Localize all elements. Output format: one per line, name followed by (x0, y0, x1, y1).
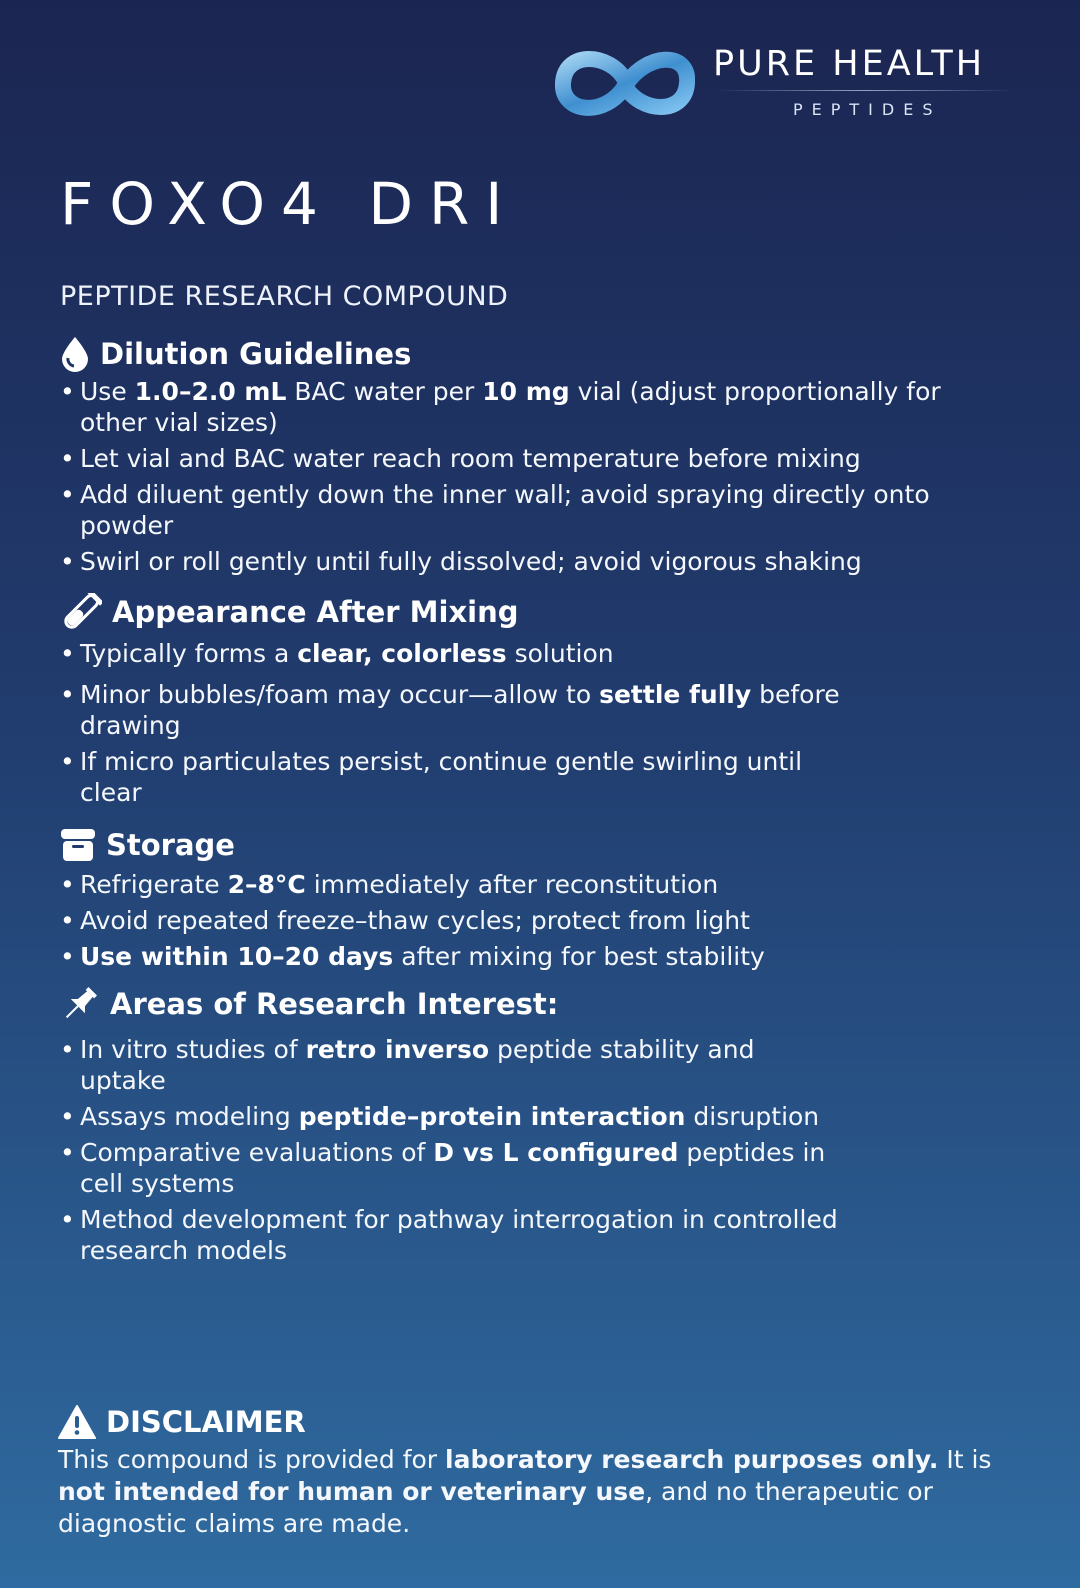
appearance-heading-label: Appearance After Mixing (112, 595, 519, 629)
appearance-heading (60, 592, 860, 632)
product-subtitle: PEPTIDE RESEARCH COMPOUND (60, 281, 509, 312)
list-item: • Minor bubbles/foam may occur—allow to settle fully before drawing (60, 679, 860, 741)
list-item: • Assays modeling peptide–protein interaction disruption (60, 1101, 840, 1132)
archive-box-icon (60, 828, 96, 862)
product-title: FOXO4 DRI (60, 170, 519, 238)
research-heading-label: Areas of Research Interest: (110, 987, 559, 1021)
brand-logo (555, 38, 1035, 128)
disclaimer-text: This compound is provided for laboratory research purposes only. It is not intended for human or veterinary use, and no therapeutic or diagnostic claims are made. (58, 1445, 992, 1538)
droplet-icon (60, 336, 90, 372)
research-heading (60, 984, 840, 1024)
list-item: • In vitro studies of retro inverso peptide stability and uptake (60, 1034, 840, 1096)
list-item: • Avoid repeated freeze–thaw cycles; protect from light (60, 905, 960, 936)
disclaimer-heading-label: DISCLAIMER (106, 1405, 306, 1439)
test-tube-icon (60, 593, 102, 631)
list-item: • Use within 10–20 days after mixing for best stability (60, 941, 960, 972)
warning-triangle-icon (58, 1405, 96, 1439)
brand-subtitle: PEPTIDES (793, 100, 942, 119)
storage-section (60, 825, 960, 972)
infinity-logo-icon (555, 38, 695, 128)
dilution-heading (60, 334, 960, 374)
brand-name: PURE HEALTH (713, 44, 986, 84)
brand-divider (715, 90, 1015, 91)
list-item: • Comparative evaluations of D vs L configured peptides in cell systems (60, 1137, 840, 1199)
list-item: • Swirl or roll gently until fully dissolved; avoid vigorous shaking (60, 546, 960, 577)
pushpin-icon (60, 984, 100, 1024)
list-item: • Refrigerate 2–8°C immediately after reconstitution (60, 869, 960, 900)
research-section (60, 984, 840, 1266)
disclaimer-heading (58, 1402, 1018, 1442)
list-item: • Use 1.0–2.0 mL BAC water per 10 mg vial (adjust proportionally for other vial sizes) (60, 376, 960, 438)
storage-heading (60, 825, 960, 865)
appearance-section (60, 592, 860, 808)
list-item: • Let vial and BAC water reach room temperature before mixing (60, 443, 960, 474)
disclaimer-section (58, 1402, 1018, 1540)
dilution-section (60, 334, 960, 577)
list-item: • Typically forms a clear, colorless solution (60, 638, 860, 669)
dilution-heading-label: Dilution Guidelines (100, 337, 412, 371)
list-item: • If micro particulates persist, continue gentle swirling until clear (60, 746, 860, 808)
list-item: • Add diluent gently down the inner wall; avoid spraying directly onto powder (60, 479, 960, 541)
list-item: • Method development for pathway interrogation in controlled research models (60, 1204, 840, 1266)
storage-heading-label: Storage (106, 828, 235, 862)
